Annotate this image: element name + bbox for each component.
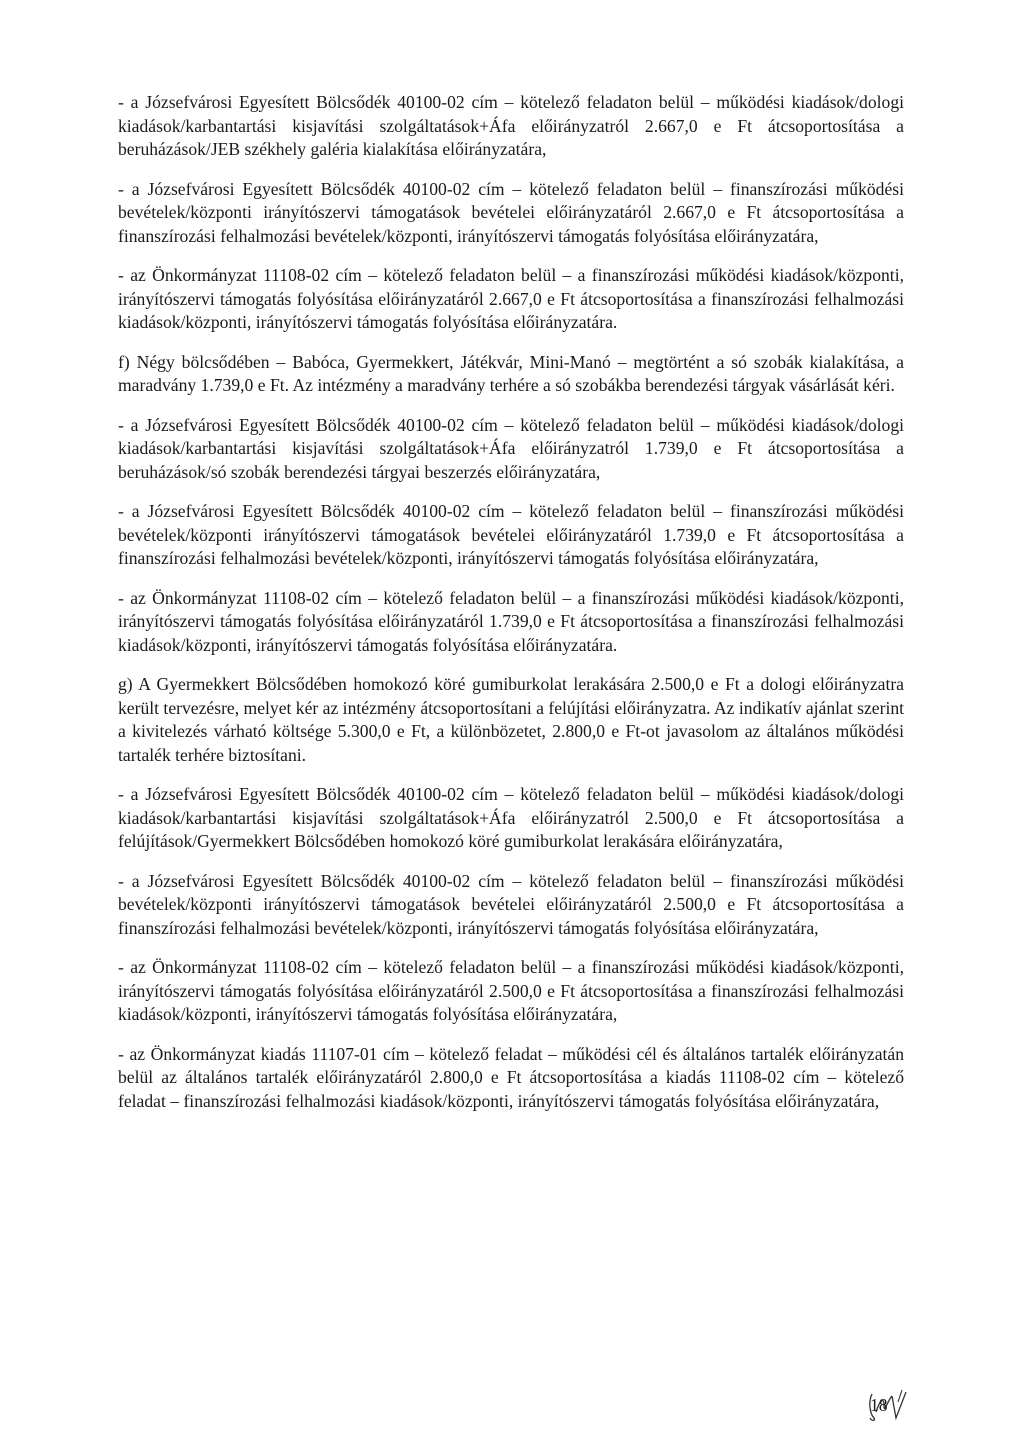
paragraph-9: - a Józsefvárosi Egyesített Bölcsődék 40100-02 cím – kötelező feladaton belül – működési kiadások/dologi kiadások/karbantartási kisjavítási szolgáltatások+Áfa előirányzatról 2.500,0 e Ft átcsoportosítása a felújítások/Gyermekkert Bölcsődében homokozó köré gumiburkolat lerakására előirányzatára, bbox=[118, 784, 904, 851]
paragraph-8: g) A Gyermekkert Bölcsődében homokozó köré gumiburkolat lerakására 2.500,0 e Ft a dologi előirányzatra került tervezésre, melyet kér az intézmény átcsoportosítani a felújítási előirányzatra. Az indikatív ajánlat szerint a kivitelezés várható költsége 5.300,0 e Ft, a különbözetet, 2.800,0 e Ft-ot javasolom az általános működési tartalék terhére biztosítani. bbox=[118, 674, 905, 765]
paragraph-10: - a Józsefvárosi Egyesített Bölcsődék 40100-02 cím – kötelező feladaton belül – finanszírozási működési bevételek/központi irányítószervi támogatások bevételei előirányzatáról 2.500,0 e Ft átcsoportosítása a finanszírozási felhalmozási bevételek/központi, irányítószervi támogatás folyósítása előirányzatára, bbox=[118, 870, 904, 938]
paragraph-3: - az Önkormányzat 11108-02 cím – kötelező feladaton belül – a finanszírozási működési kiadások/központi, irányítószervi támogatás folyósítása előirányzatáról 2.667,0 e Ft átcsoportosítása a finanszírozási felhalmozási kiadások/központi, irányítószervi támogatás folyósítása előirányzatára. bbox=[118, 265, 904, 332]
paragraph-4: f) Négy bölcsődében – Babóca, Gyermekkert, Játékvár, Mini-Manó – megtörtént a só szobák kialakítása, a maradvány 1.739,0 e Ft. Az intézmény a maradvány terhére a só szobákba berendezési tárgyak vásárlását kéri. bbox=[118, 351, 904, 395]
paragraph-7: - az Önkormányzat 11108-02 cím – kötelező feladaton belül – a finanszírozási működési kiadások/központi, irányítószervi támogatás folyósítása előirányzatáról 1.739,0 e Ft átcsoportosítása a finanszírozási felhalmozási kiadások/központi, irányítószervi támogatás folyósítása előirányzatára. bbox=[118, 587, 904, 655]
paragraph-6: - a Józsefvárosi Egyesített Bölcsődék 40100-02 cím – kötelező feladaton belül – finanszírozási működési bevételek/központi irányítószervi támogatások bevételei előirányzatáról 1.739,0 e Ft átcsoportosítása a finanszírozási felhalmozási bevételek/központi, irányítószervi támogatás folyósítása előirányzatára, bbox=[118, 501, 904, 568]
paragraph-5: - a Józsefvárosi Egyesített Bölcsődék 40100-02 cím – kötelező feladaton belül – működési kiadások/dologi kiadások/karbantartási kisjavítási szolgáltatások+Áfa előirányzatról 1.739,0 e Ft átcsoportosítása a beruházások/só szobák berendezési tárgyai beszerzés előirányzatára, bbox=[118, 414, 904, 482]
paragraph-11: - az Önkormányzat 11108-02 cím – kötelező feladaton belül – a finanszírozási működési kiadások/központi, irányítószervi támogatás folyósítása előirányzatáról 2.500,0 e Ft átcsoportosítása a finanszírozási felhalmozási kiadások/központi, irányítószervi támogatás folyósítása előirányzatára, bbox=[118, 957, 904, 1024]
paragraph-2: - a Józsefvárosi Egyesített Bölcsődék 40100-02 cím – kötelező feladaton belül – finanszírozási működési bevételek/központi irányítószervi támogatások bevételei előirányzatáról 2.667,0 e Ft átcsoportosítása a finanszírozási felhalmozási bevételek/központi, irányítószervi támogatás folyósítása előirányzatára, bbox=[118, 178, 904, 246]
document-body bbox=[118, 91, 904, 1129]
paragraph-1: - a Józsefvárosi Egyesített Bölcsődék 40100-02 cím – kötelező feladaton belül – működési kiadások/dologi kiadások/karbantartási kisjavítási szolgáltatások+Áfa előirányzatról 2.667,0 e Ft átcsoportosítása a beruházások/JEB székhely galéria kialakítása előirányzatára, bbox=[118, 92, 904, 159]
page-number: 18 bbox=[870, 1395, 888, 1415]
paragraph-12: - az Önkormányzat kiadás 11107-01 cím – kötelező feladat – működési cél és általános tartalék előirányzatán belül az általános tartalék előirányzatáról 2.800,0 e Ft átcsoportosítása a kiadás 11108-02 cím – kötelező feladat – finanszírozási felhalmozási kiadások/központi, irányítószervi támogatás folyósítása előirányzatára, bbox=[118, 1043, 904, 1111]
